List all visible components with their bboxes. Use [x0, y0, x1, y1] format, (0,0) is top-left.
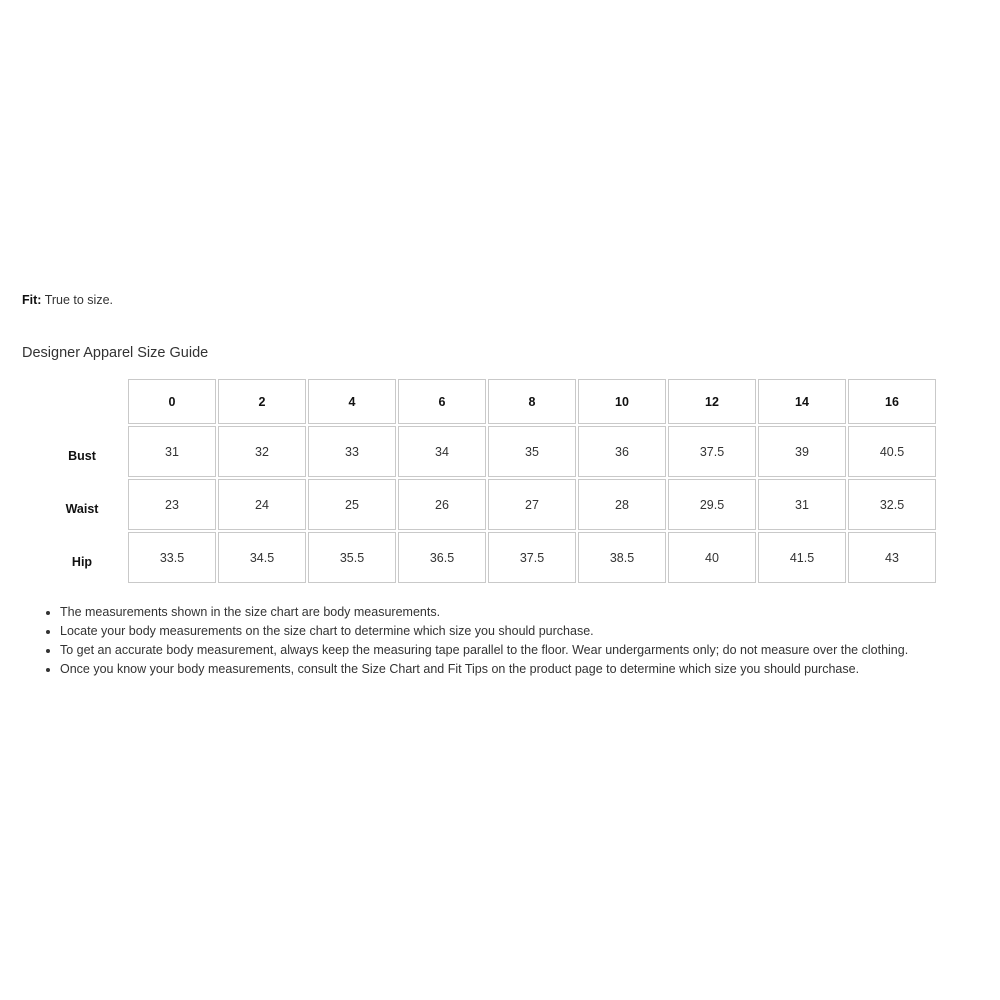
measurement-cell: 26 — [398, 479, 486, 530]
measurement-cell: 35 — [488, 426, 576, 477]
row-label-bust: Bust — [68, 448, 96, 463]
measurement-cell: 31 — [758, 479, 846, 530]
measurement-cell: 24 — [218, 479, 306, 530]
measurement-cell: 43 — [848, 532, 936, 583]
list-item: • The measurements shown in the size chart are body measurements. — [60, 603, 908, 622]
measurement-cell: 25 — [308, 479, 396, 530]
list-item: • To get an accurate body measurement, always keep the measuring tape parallel to the floor. Wear undergarments only; do not measure over the clothing. — [60, 641, 908, 660]
table-corner — [38, 379, 126, 424]
measurement-cell: 35.5 — [308, 532, 396, 583]
measurement-cell: 36.5 — [398, 532, 486, 583]
row-label-waist: Waist — [65, 501, 99, 516]
fit-label: Fit: — [22, 293, 42, 307]
measurement-cell: 34 — [398, 426, 486, 477]
measurement-cell: 31 — [128, 426, 216, 477]
size-header: 10 — [578, 379, 666, 424]
size-header: 6 — [398, 379, 486, 424]
table-row-bust — [38, 426, 936, 477]
size-header: 14 — [758, 379, 846, 424]
size-header-row — [38, 379, 936, 424]
size-header: 12 — [668, 379, 756, 424]
measurement-notes-list — [42, 603, 908, 679]
size-header: 4 — [308, 379, 396, 424]
measurement-cell: 38.5 — [578, 532, 666, 583]
list-item: • Once you know your body measurements, consult the Size Chart and Fit Tips on the product page to determine which size you should purchase. — [60, 660, 908, 679]
measurement-cell: 37.5 — [668, 426, 756, 477]
measurement-cell: 32.5 — [848, 479, 936, 530]
measurement-cell: 37.5 — [488, 532, 576, 583]
measurement-cell: 40.5 — [848, 426, 936, 477]
fit-info — [22, 291, 113, 309]
table-row-hip — [38, 532, 936, 583]
measurement-cell: 34.5 — [218, 532, 306, 583]
fit-value: True to size. — [44, 293, 113, 307]
measurement-cell: 33.5 — [128, 532, 216, 583]
size-header: 16 — [848, 379, 936, 424]
measurement-cell: 29.5 — [668, 479, 756, 530]
measurement-cell: 32 — [218, 426, 306, 477]
measurement-cell: 27 — [488, 479, 576, 530]
measurement-cell: 41.5 — [758, 532, 846, 583]
size-header: 0 — [128, 379, 216, 424]
measurement-cell: 33 — [308, 426, 396, 477]
size-chart-table — [36, 377, 938, 585]
size-header: 8 — [488, 379, 576, 424]
measurement-cell: 23 — [128, 479, 216, 530]
measurement-cell: 28 — [578, 479, 666, 530]
measurement-cell: 40 — [668, 532, 756, 583]
size-header: 2 — [218, 379, 306, 424]
row-label-hip: Hip — [71, 554, 93, 569]
list-item: • Locate your body measurements on the size chart to determine which size you should purchase. — [60, 622, 908, 641]
table-row-waist — [38, 479, 936, 530]
measurement-cell: 39 — [758, 426, 846, 477]
size-guide-title: Designer Apparel Size Guide — [22, 345, 209, 361]
measurement-cell: 36 — [578, 426, 666, 477]
